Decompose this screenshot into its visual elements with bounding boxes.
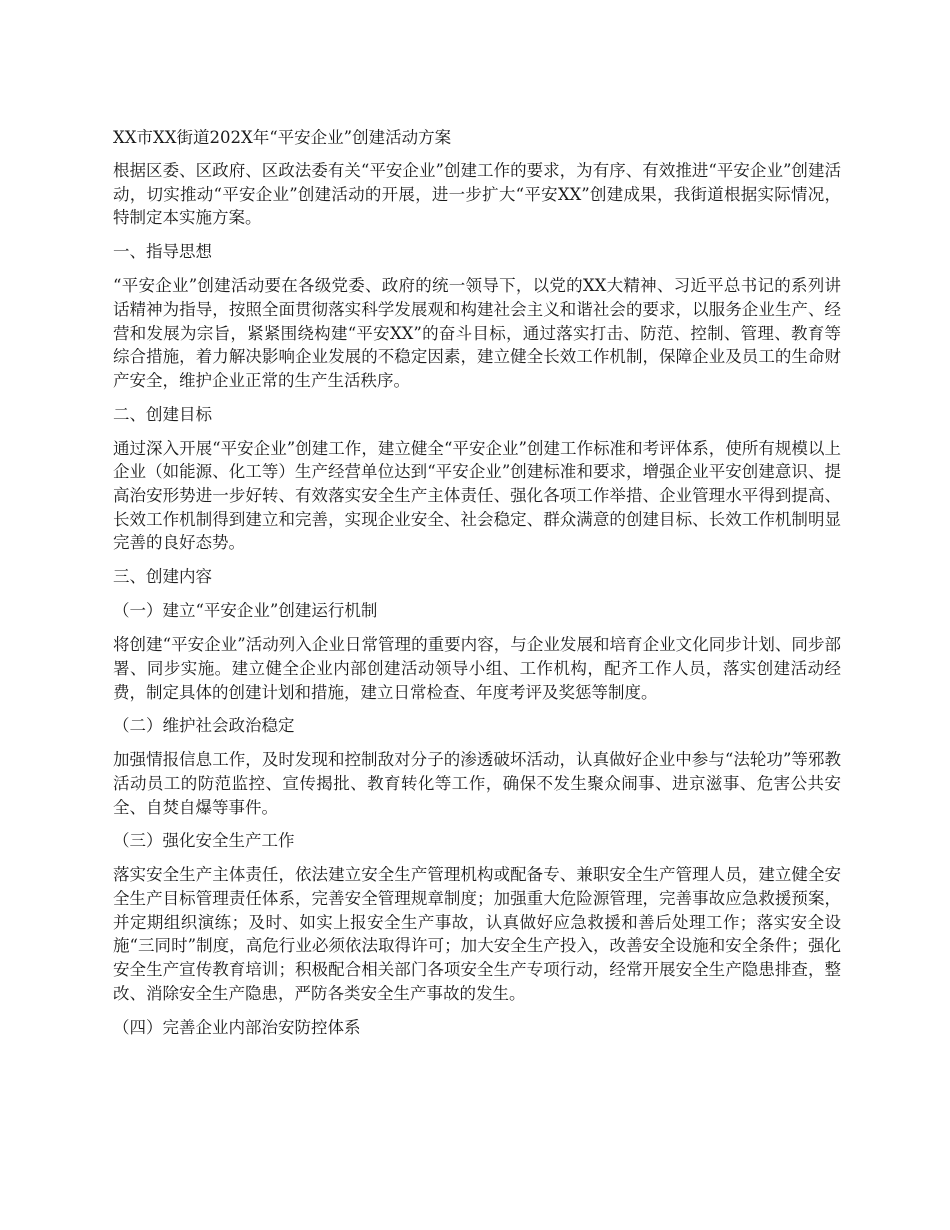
- subsection-body-mechanism: 将创建“平安企业”活动列入企业日常管理的重要内容，与企业发展和培育企业文化同步计划、同步部署、同步实施。建立健全企业内部创建活动领导小组、工作机构，配齐工作人员，落实创建活动经费，制定具体的创建计划和措施，建立日常检查、年度考评及奖惩等制度。: [113, 635, 841, 702]
- section-body-guiding-ideology: “平安企业”创建活动要在各级党委、政府的统一领导下，以党的XX大精神、习近平总书记的系列讲话精神为指导，按照全面贯彻落实科学发展观和构建社会主义和谐社会的要求，以服务企业生产、经营和发展为宗旨，紧紧围绕构建“平安XX”的奋斗目标，通过落实打击、防范、控制、管理、教育等综合措施，着力解决影响企业发展的不稳定因素，建立健全长效工作机制，保障企业及员工的生命财产安全，维护企业正常的生产生活秩序。: [113, 276, 841, 390]
- subsection-heading-security-system: （四）完善企业内部治安防控体系: [113, 1017, 361, 1037]
- document-title: XX市XX街道202X年“平安企业”创建活动方案: [113, 128, 452, 147]
- section-heading-guiding-ideology: 一、指导思想: [113, 242, 212, 262]
- subsection-heading-mechanism: （一）建立“平安企业”创建运行机制: [113, 601, 378, 621]
- subsection-body-safety: 落实安全生产主体责任，依法建立安全生产管理机构或配备专、兼职安全生产管理人员，建立健全安全生产目标管理责任体系，完善安全管理规章制度；加强重大危险源管理，完善事故应急救援预案，并定期组织演练；及时、如实上报安全生产事故，认真做好应急救援和善后处理工作；落实安全设施“三同时”制度，高危行业必须依法取得许可；加大安全生产投入，改善安全设施和安全条件；强化安全生产宣传教育培训；积极配合相关部门各项安全生产专项行动，经常开展安全生产隐患排查，整改、消除安全生产隐患，严防各类安全生产事故的发生。: [113, 865, 841, 1003]
- subsection-body-stability: 加强情报信息工作，及时发现和控制敌对分子的渗透破坏活动，认真做好企业中参与“法轮功”等邪教活动员工的防范监控、宣传揭批、教育转化等工作，确保不发生聚众闹事、进京滋事、危害公共安全、自焚自爆等事件。: [113, 750, 841, 817]
- subsection-heading-stability: （二）维护社会政治稳定: [113, 716, 295, 736]
- section-heading-content: 三、创建内容: [113, 567, 212, 587]
- intro-paragraph: 根据区委、区政府、区政法委有关“平安企业”创建工作的要求，为有序、有效推进“平安企业”创建活动，切实推动“平安企业”创建活动的开展，进一步扩大“平安XX”创建成果，我街道根据实际情况，特制定本实施方案。: [113, 161, 841, 228]
- subsection-heading-safety: （三）强化安全生产工作: [113, 831, 295, 851]
- document-page: [113, 126, 841, 1050]
- section-heading-goals: 二、创建目标: [113, 404, 212, 424]
- section-body-goals: 通过深入开展“平安企业”创建工作，建立健全“平安企业”创建工作标准和考评体系，使所有规模以上企业（如能源、化工等）生产经营单位达到“平安企业”创建标准和要求，增强企业平安创建意识、提高治安形势进一步好转、有效落实安全生产主体责任、强化各项工作举措、企业管理水平得到提高、长效工作机制得到建立和完善，实现企业安全、社会稳定、群众满意的创建目标、长效工作机制明显完善的良好态势。: [113, 438, 841, 553]
